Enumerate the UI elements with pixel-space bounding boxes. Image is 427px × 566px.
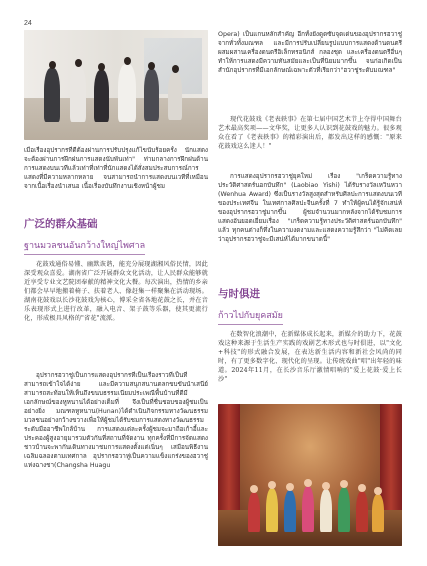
section-title-keep-pace: 与时俱进 — [218, 288, 260, 300]
left-column — [24, 30, 208, 562]
dancer-figure — [144, 69, 159, 121]
section-title-mass-base: 广泛的群众基础 — [24, 218, 98, 230]
zh-paragraph-award: 现代花鼓戏《老表轶事》在第七届中国艺术节上夺得中国舞台艺术最高奖项——文华奖，让更多人认识到花鼓戏的魅力。很多观众在看了《老表轶事》的精彩演出后，都发出这样的感慨："原来花鼓戏这么迷人！" — [218, 116, 402, 150]
thai-paragraph-mass-base: อุปรากรฮวาชู่เป็นการแสดงอุปรากรที่เป็นเรื่องราวที่เป็นที่สามารถเข้าใจได้ง่าย และมีความสนุกสนานตลกขบขันนำเสนีย์ สามารถสะท้อนให้เห็นถึงขนบธรรมเนียมประเพณีพื้นบ้านที่ดีมีเอกลักษณ์ของหูหนานได้อย่างเต็มที่ จึงเป็นที่ชื่นชอบของผู้ชมเป็นอย่างยิ่ง มณฑลหูหนาน(Hunan)ได้ดำเนินกิจกรรมทางวัฒนธรรมมวลชนอย่างกว้างขวางเพื่อให้ผู้ชมได้รับชมการแสดงทางวัฒนธรรมระดับมืออาชีพใกล้บ้าน การแสดงแต่ละครั้งผู้ชมจะมาถือเก้าอี้และประคองผู้สูงอายุมารวมตัวกันที่สถานที่จัดงาน ทุกครั้งที่มีการจัดแสดง ชาวบ้านจะพากันเดินทางมาชมการแสดงตั้งแต่เนิ่นๆ เสมือนพิธีงานเฉลิมฉลองตามเทศกาล อุปรากรฮวาหู่เป็นความแข็งแกร่งของฮวาชู่แห่งฉางชา(Changsha Huagu — [24, 372, 208, 469]
caption-paragraph: เมื่อเรื่องอุปรากรที่ดีต้องผ่านการปรับปรุงแก้ไขนับร้อยครั้ง นักแสดงจะต้องผ่านการฝึกฝนการแสดงนับพันเท่า" ท่ามกลางการฝึกฝนด้านการแสดงบนเวทีแล้วเท่าที่เท่าที่นักแสดงได้สั่งสมประสบการณ์การแสดงที่มีความหลากหลาย จนสามารถนำการแสดงบนเวทีที่เหมือนจากเนื้อเรื่องนำเสนอ เนื้อเรื่องบันทึกงานเชิงหน้าผู้ชม — [24, 147, 208, 190]
right-column — [218, 30, 402, 405]
performer-figure — [248, 492, 260, 532]
dancer-figure — [94, 70, 109, 122]
dancer-figure — [118, 64, 136, 122]
performer-figure — [302, 486, 314, 532]
section-subtitle-mass-base: ฐานมวลชนอันกว้างใหญ่ไพศาล — [24, 241, 145, 255]
performer-figure — [372, 494, 384, 532]
rehearsal-photo — [24, 30, 208, 140]
performer-figure — [284, 490, 296, 532]
dancer-figure — [168, 72, 182, 120]
performer-figure — [320, 489, 332, 532]
stage-performance-photo — [218, 404, 402, 546]
page-number: 24 — [24, 20, 32, 27]
zh-paragraph-mass-base: 花鼓戏通俗易懂、幽默诙谐，能充分展现湖湘风俗民情，因此深受观众喜爱。湖南省广泛开展群众文化活动，让人民群众能够就近享受专业文艺院团奉献的精神文化大餐。每次演出，热情的乡亲们都会早早地搬着椅子、扶着老人、像赶集一样聚集在活动现场。湖南花鼓戏以长沙花鼓戏为核心，博采全省各地花鼓之长，并在音乐表现形式上进行改革，融入电音、架子鼓等乐器，使其更流行化，形成极具风格的"省花"流派。 — [24, 261, 208, 322]
section-subtitle-keep-pace: ก้าวไปกับยุคสมัย — [218, 311, 283, 325]
performer-figure — [266, 488, 278, 532]
performer-figure — [338, 487, 350, 532]
dancer-figure — [70, 66, 86, 122]
dancer-figure — [44, 68, 60, 122]
thai-paragraph-continued: Opera) เป็นแกนหลักสำคัญ อีกทั้งยังดูดซับจุดเด่นของอุปรากรฮวาชู่จากทั่วทั้งมณฑล และมีการปรับเปลี่ยนรูปแบบการแสดงด้านดนตรี ผสมผสานเครื่องดนตรีอิเล็กทรอนิกส์ กลองชุด และเครื่องดนตรีอื่นๆ ทำให้การแสดงมีความทันสมัยและเป็นที่นิยมมากขึ้น จนก่อเกิดเป็นสำนักอุปรากรที่มีเอกลักษณ์เฉพาะตัวที่เรียกว่า"ฮวาชู่ระดับมณฑล" — [218, 31, 402, 74]
performer-figure — [356, 491, 368, 532]
zh-paragraph-keep-pace: 在数智化浪潮中，在新媒体成长起来，新媒介的助力下，花鼓戏这种来源于生活生产实践的戏剧艺术形式也与时俱进，以"文化+科技"的形式融合发展，在表达新生活内容和新社会风尚的同时，有了更多数字化、现代化的呈现。让传统戏曲"唱"出年轻的味道。2024年11月，在长沙音乐厅激情唱响的"爱上花鼓·爱上长沙" — [218, 331, 402, 383]
thai-paragraph-award: การแสดงอุปรากรฮวาชู่ยุคใหม่ เรื่อง "เกร็ดความรู้ทางประวัติศาสตร์นอกบันทึก" (Laobiao Yishi) ได้รับรางวัลเหวินหวา (Wenhua Award) ซึ่งเป็นรางวัลสูงสุดสำหรับศิลปะการแสดงบนเวทีของประเทศจีน ในเทศกาลศิลปะจีนครั้งที่ 7 ทำให้ผู้คนได้รู้จักเสน่ห์ของอุปรากรฮวาชู่มากขึ้น ผู้ชมจำนวนมากหลังจากได้รับชมการแสดงอันยอดเยี่ยมเรื่อง "เกร็ดความรู้ทางประวัติศาสตร์นอกบันทึก" แล้ว ทุกคนต่างก็ทึ่งในความงดงามและแสดงความรู้สึกว่า "ไม่คิดเลยว่าอุปรากรฮวาชู่จะมีเสน่ห์ได้มากขนาดนี้" — [218, 173, 402, 243]
